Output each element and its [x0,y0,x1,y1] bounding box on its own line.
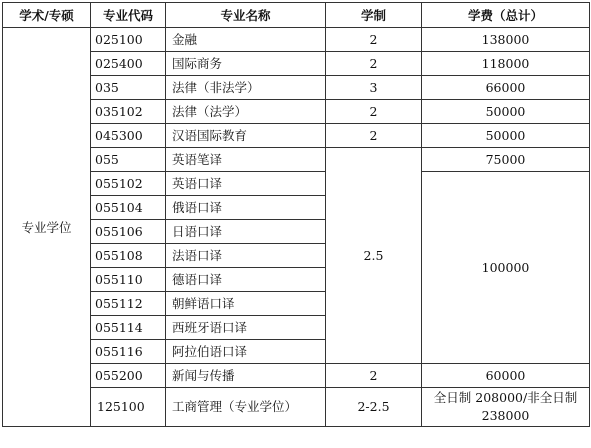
header-category: 学术/专硕 [3,3,91,28]
fee-cell: 75000 [422,148,590,172]
fee-cell: 66000 [422,76,590,100]
name-cell: 法律（非法学） [166,76,326,100]
name-cell: 汉语国际教育 [166,124,326,148]
name-cell: 英语口译 [166,172,326,196]
name-cell: 国际商务 [166,52,326,76]
duration-cell: 2 [326,52,422,76]
table-row [3,388,590,427]
code-cell: 055104 [91,196,166,220]
name-cell: 英语笔译 [166,148,326,172]
table-row [3,172,590,196]
fee-cell: 50000 [422,100,590,124]
table-row [3,52,590,76]
code-cell: 055200 [91,364,166,388]
name-cell: 阿拉伯语口译 [166,340,326,364]
name-cell: 法语口译 [166,244,326,268]
name-cell: 德语口译 [166,268,326,292]
table-row [3,28,590,52]
table-row [3,364,590,388]
fee-cell: 全日制 208000/非全日制 238000 [422,388,590,427]
duration-cell: 2 [326,364,422,388]
table-row [3,100,590,124]
code-cell: 055106 [91,220,166,244]
name-cell: 俄语口译 [166,196,326,220]
table-header-row [3,3,590,28]
code-cell: 055108 [91,244,166,268]
code-cell: 045300 [91,124,166,148]
name-cell: 新闻与传播 [166,364,326,388]
table-row [3,124,590,148]
code-cell: 055112 [91,292,166,316]
duration-cell: 2 [326,100,422,124]
header-name: 专业名称 [166,3,326,28]
code-cell: 035102 [91,100,166,124]
code-cell: 025100 [91,28,166,52]
category-cell: 专业学位 [3,28,91,427]
code-cell: 055102 [91,172,166,196]
name-cell: 西班牙语口译 [166,316,326,340]
header-fee: 学费（总计） [422,3,590,28]
duration-cell: 2 [326,124,422,148]
fee-cell: 118000 [422,52,590,76]
tuition-table [2,2,590,427]
fee-cell: 50000 [422,124,590,148]
duration-cell-merged: 2.5 [326,148,422,364]
table-row [3,76,590,100]
name-cell: 金融 [166,28,326,52]
code-cell: 125100 [91,388,166,427]
duration-cell: 2 [326,28,422,52]
name-cell: 工商管理（专业学位） [166,388,326,427]
code-cell: 035 [91,76,166,100]
code-cell: 055110 [91,268,166,292]
code-cell: 055116 [91,340,166,364]
name-cell: 朝鲜语口译 [166,292,326,316]
table-row [3,148,590,172]
code-cell: 025400 [91,52,166,76]
code-cell: 055114 [91,316,166,340]
name-cell: 法律（法学） [166,100,326,124]
header-code: 专业代码 [91,3,166,28]
duration-cell: 3 [326,76,422,100]
duration-cell: 2-2.5 [326,388,422,427]
header-duration: 学制 [326,3,422,28]
fee-cell: 138000 [422,28,590,52]
name-cell: 日语口译 [166,220,326,244]
fee-cell: 60000 [422,364,590,388]
code-cell: 055 [91,148,166,172]
fee-cell-merged: 100000 [422,172,590,364]
